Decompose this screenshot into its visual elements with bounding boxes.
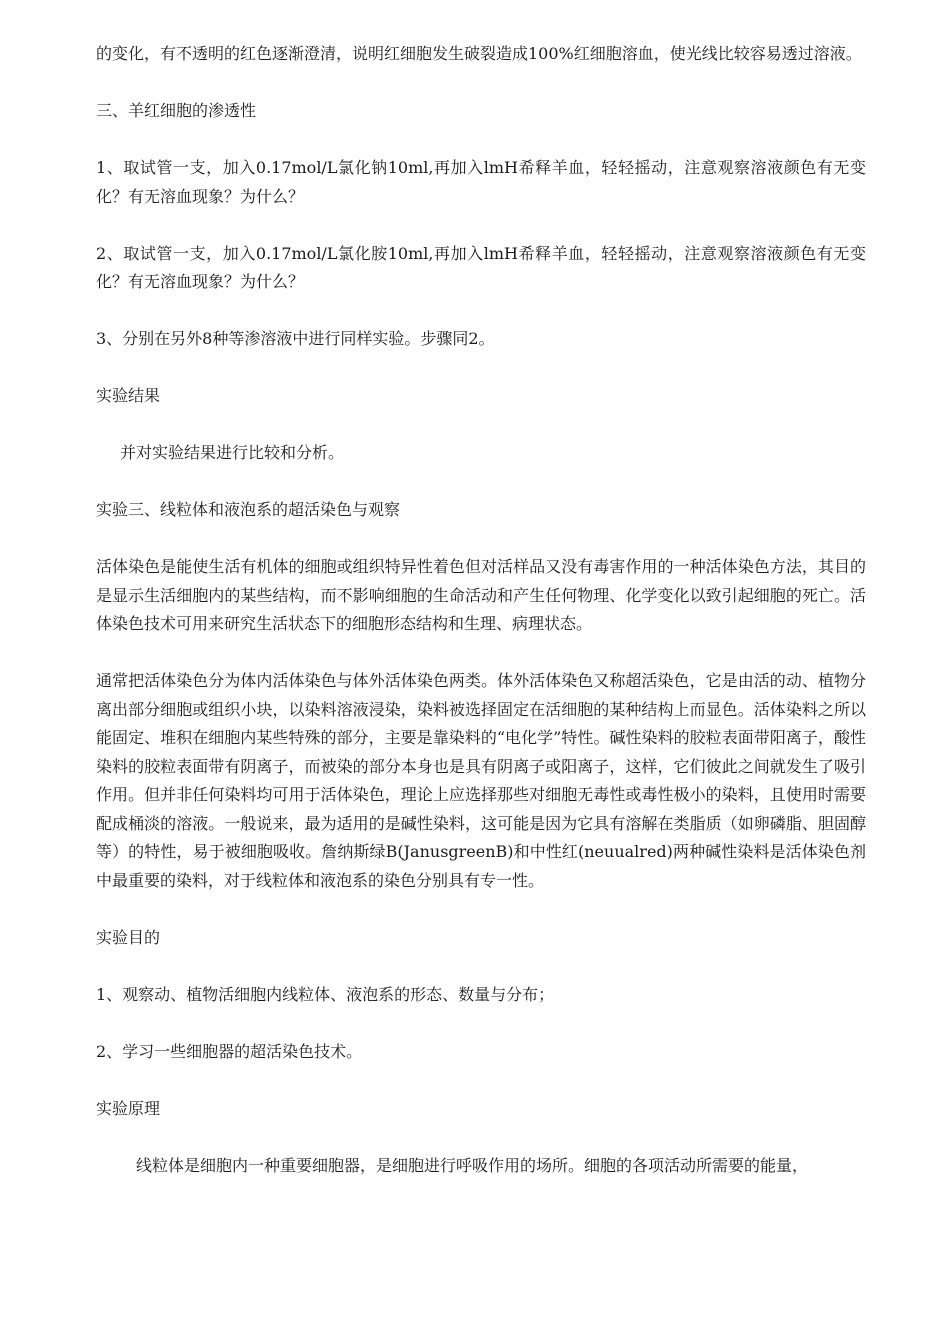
heading-principle: 实验原理 xyxy=(96,1098,161,1118)
heading-results: 实验结果 xyxy=(96,386,161,405)
purpose-item-2: 2、学习一些细胞器的超活染色技术。 xyxy=(96,1041,363,1061)
document-page xyxy=(96,40,866,1209)
intro-paragraph-1: 活体染色是能使生活有机体的细胞或组织特异性着色但对活样品又没有毒害作用的一种活体染色方法，其目的是显示生活细胞内的某些结构，而不影响细胞的生命活动和产生任何物理、化学变化以致引起细胞的死亡。活体染色技术可用来研究生活状态下的细胞形态结构和生理、病理状态。 xyxy=(96,557,866,633)
heading-purpose: 实验目的 xyxy=(96,927,161,947)
paragraph-hemolysis-conclusion: 的变化，有不透明的红色逐渐澄清，说明红细胞发生破裂造成100%红细胞溶血，使光线比较容易透过溶液。 xyxy=(96,44,862,63)
step-1-paragraph: 1、取试管一支，加入0.17mol/L氯化钠10ml,再加入lmH希释羊血，轻轻摇动，注意观察溶液颜色有无变化？有无溶血现象？为什么？ xyxy=(96,158,866,206)
section-heading-sheep-rbc-permeability: 三、羊红细胞的渗透性 xyxy=(96,101,257,120)
results-paragraph: 并对实验结果进行比较和分析。 xyxy=(120,443,345,462)
principle-paragraph: 线粒体是细胞内一种重要细胞器，是细胞进行呼吸作用的场所。细胞的各项活动所需要的能量， xyxy=(136,1155,809,1175)
step-2-paragraph: 2、取试管一支，加入0.17mol/L氯化胺10ml,再加入lmH希释羊血，轻轻摇动，注意观察溶液颜色有无变化？有无溶血现象？为什么？ xyxy=(96,243,866,291)
heading-experiment-3: 实验三、线粒体和液泡系的超活染色与观察 xyxy=(96,500,401,519)
step-3-paragraph: 3、分别在另外8种等渗溶液中进行同样实验。步骤同2。 xyxy=(96,329,495,348)
intro-paragraph-2: 通常把活体染色分为体内活体染色与体外活体染色两类。体外活体染色又称超活染色，它是由活的动、植物分离出部分细胞或组织小块，以染料溶液浸染，染料被选择固定在活细胞的某种结构上而显色。活体染料之所以能固定、堆积在细胞内某些特殊的部分，主要是靠染料的“电化学”特性。碱性染料的胶粒表面带阳离子，酸性染料的胶粒表面带有阴离子，而被染的部分本身也是具有阴离子或阳离子，这样，它们彼此之间就发生了吸引作用。但并非任何染料均可用于活体染色，理论上应选择那些对细胞无毒性或毒性极小的染料，且使用时需要配成桶淡的溶液。一般说来，最为适用的是碱性染料，这可能是因为它具有溶解在类脂质（如卵磷脂、胆固醇等）的特性，易于被细胞吸收。詹纳斯绿B(JanusgreenB)和中性红(neuualred)两种碱性染料是活体染色剂中最重要的染料，对于线粒体和液泡系的染色分别具有专一性。 xyxy=(96,671,866,890)
purpose-item-1: 1、观察动、植物活细胞内线粒体、液泡系的形态、数量与分布； xyxy=(96,984,555,1004)
